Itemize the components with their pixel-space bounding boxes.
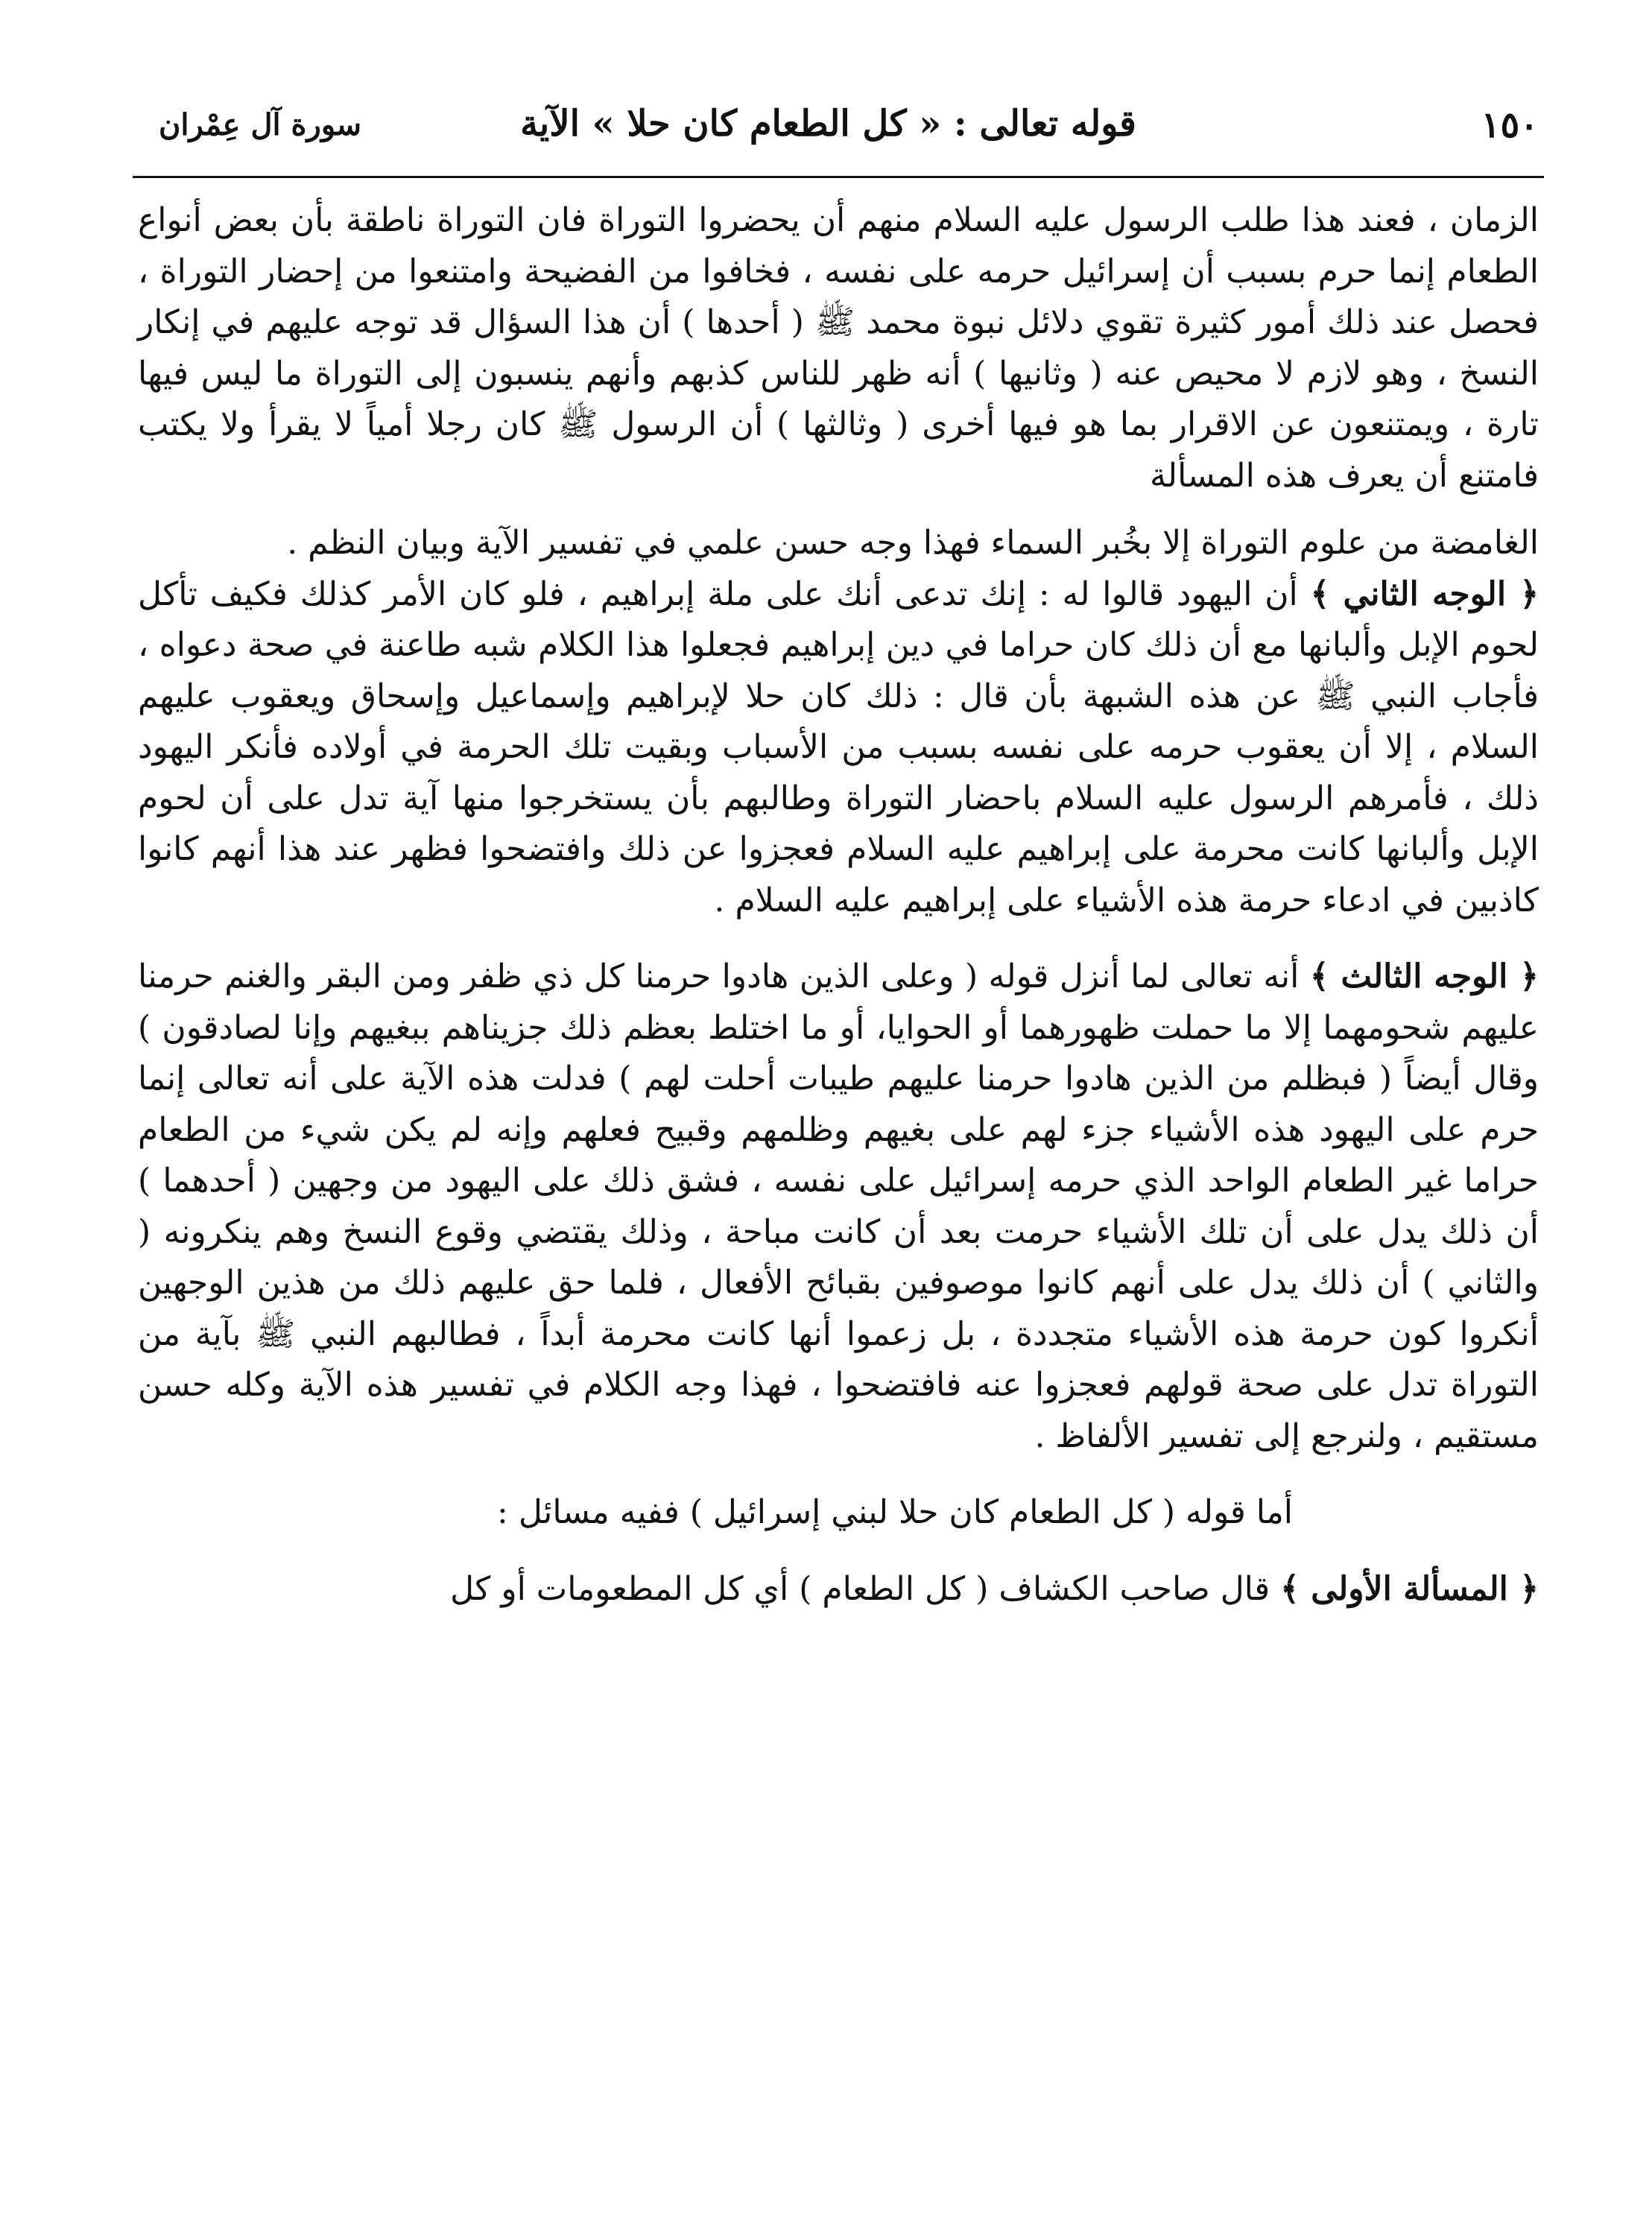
paragraph-3-text: أن اليهود قالوا له : إنك تدعى أنك على ملة إبراهيم ، فلو كان الأمر كذلك فكيف تأكل لحوم الإبل وألبانها مع أن ذلك كان حراما في دين إبراهيم فجعلوا هذا الكلام شبه طاعنة في صحة دعواه ، فأجاب النبي ﷺ عن هذه الشبهة بأن قال : ذلك كان حلا لإبراهيم وإسماعيل وإسحاق ويعقوب عليهم السلام ، إلا أن يعقوب حرمه على نفسه بسبب من الأسباب وبقيت تلك الحرمة في أولاده فأنكر اليهود ذلك ، فأمرهم الرسول عليه السلام باحضار التوراة وطالبهم بأن يستخرجوا منها آية تدل على أن لحوم الإبل وألبانها كانت محرمة على إبراهيم عليه السلام فعجزوا عن ذلك وافتضحوا فظهر عند هذا أنهم كانوا كاذبين في ادعاء حرمة هذه الأشياء على إبراهيم عليه السلام . [138, 574, 1539, 919]
paragraph-gap [138, 926, 1539, 952]
paragraph-gap [138, 1462, 1539, 1487]
paragraph-gap [138, 1539, 1539, 1564]
paragraph-5: أما قوله ( كل الطعام كان حلا لبني إسرائيل ) ففيه مسائل : [497, 1493, 1293, 1531]
paragraph-1: الزمان ، فعند هذا طلب الرسول عليه السلام منهم أن يحضروا التوراة فان التوراة ناطقة بأن بعض أنواع الطعام إنما حرم بسبب أن إسرائيل حرمه على نفسه ، فخافوا من الفضيحة وامتنعوا من إحضار التوراة ، فحصل عند ذلك أمور كثيرة تقوي دلائل نبوة محمد ﷺ ( أحدها ) أن هذا السؤال قد توجه عليهم في إنكار النسخ ، وهو لازم لا محيص عنه ( وثانيها ) أنه ظهر للناس كذبهم وأنهم ينسبون إلى التوراة ما ليس فيها تارة ، ويمتنعون عن الاقرار بما هو فيها أخرى ( وثالثها ) أن الرسول ﷺ كان رجلا أمياً لا يقرأ ولا يكتب فامتنع أن يعرف هذه المسألة [138, 201, 1539, 495]
body-text [138, 195, 1539, 1615]
header-rule [133, 176, 1544, 178]
surah-name: سورة آل عِمْران [158, 107, 361, 142]
paragraph-6 [138, 1564, 1539, 1615]
paragraph-2: الغامضة من علوم التوراة إلا بخُبر السماء فهذا وجه حسن علمي في تفسير الآية وبيان النظم . [287, 524, 1539, 562]
paragraph-3 [138, 569, 1539, 927]
section-label-third-aspect: ﴿ الوجه الثالث ﴾ [1309, 957, 1539, 995]
page-number: ١٥٠ [1481, 104, 1539, 146]
paragraph-4 [138, 952, 1539, 1462]
section-label-first-issue: ﴿ المسألة الأولى ﴾ [1280, 1569, 1539, 1608]
page-header [138, 97, 1539, 168]
running-title: قوله تعالى : « كل الطعام كان حلا » الآية [520, 103, 1136, 145]
section-label-second-aspect: ﴿ الوجه الثاني ﴾ [1310, 574, 1539, 613]
paragraph-4-text: أنه تعالى لما أنزل قوله ( وعلى الذين هادوا حرمنا كل ذي ظفر ومن البقر والغنم حرمنا عليهم شحومهما إلا ما حملت ظهورهما أو الحوايا، أو ما اختلط بعظم ذلك جزيناهم ببغيهم وإنا لصادقون ) وقال أيضاً ( فبظلم من الذين هادوا حرمنا عليهم طيبات أحلت لهم ) فدلت هذه الآية على أنه تعالى إنما حرم على اليهود هذه الأشياء جزء لهم على بغيهم وظلمهم وقبيح فعلهم وإنه لم يكن شيء من الطعام حراما غير الطعام الواحد الذي حرمه إسرائيل على نفسه ، فشق ذلك على اليهود من وجهين ( أحدهما ) أن ذلك يدل على أن تلك الأشياء حرمت بعد أن كانت مباحة ، وذلك يقتضي وقوع النسخ وهم ينكرونه ( والثاني ) أن ذلك يدل على أنهم كانوا موصوفين بقبائح الأفعال ، فلما حق عليهم ذلك من هذين الوجهين أنكروا كون حرمة هذه الأشياء متجددة ، بل زعموا أنها كانت محرمة أبداً ، فطالبهم النبي ﷺ بآية من التوراة تدل على صحة قولهم فعجزوا عنه فافتضحوا ، فهذا وجه الكلام في تفسير هذه الآية وكله حسن مستقيم ، ولنرجع إلى تفسير الألفاظ . [138, 957, 1539, 1455]
paragraph-6-text: قال صاحب الكشاف ( كل الطعام ) أي كل المطعومات أو كل [450, 1569, 1270, 1608]
paragraph-gap [138, 501, 1539, 518]
